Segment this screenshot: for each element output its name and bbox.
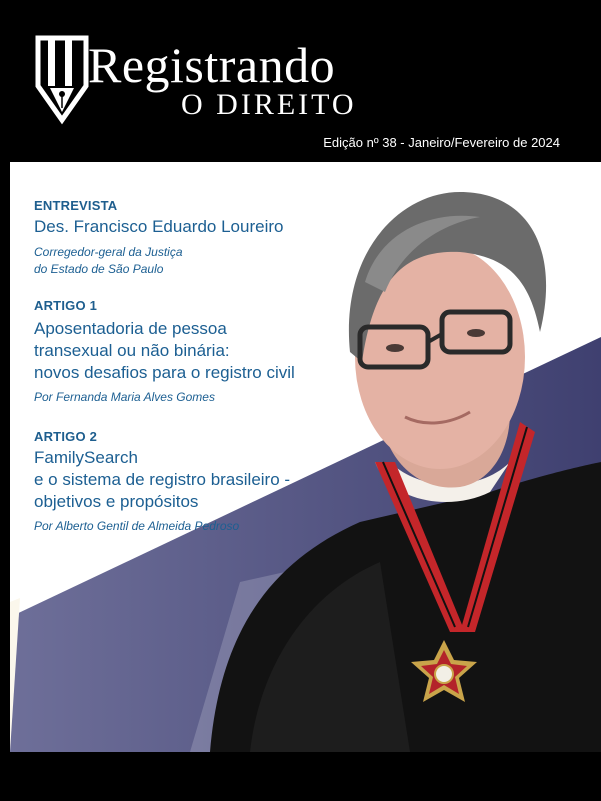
artigo-1-headline-line-1: Aposentadoria de pessoa: [34, 319, 227, 338]
magazine-subtitle: O DIREITO: [181, 88, 357, 121]
logo-mark-icon: [34, 34, 92, 126]
magazine-title: Registrando: [88, 37, 336, 93]
artigo-1-byline: Por Fernanda Maria Alves Gomes: [34, 390, 215, 404]
section-label-artigo-2: ARTIGO 2: [34, 429, 97, 444]
section-label-artigo-1: ARTIGO 1: [34, 298, 97, 313]
edition-line: Edição nº 38 - Janeiro/Fevereiro de 2024: [323, 135, 560, 150]
artigo-1-headline-line-2: transexual ou não binária:: [34, 341, 230, 360]
cover-photo-area: [10, 162, 601, 752]
artigo-2-byline: Por Alberto Gentil de Almeida Pedroso: [34, 519, 240, 533]
entrevista-byline-line-2: do Estado de São Paulo: [34, 262, 164, 276]
masthead: [0, 0, 601, 162]
entrevista-headline: Des. Francisco Eduardo Loureiro: [34, 217, 284, 236]
artigo-2-headline-line-1: FamilySearch: [34, 448, 138, 467]
entrevista-byline-line-1: Corregedor-geral da Justiça: [34, 245, 183, 259]
portrait-photo: [190, 162, 601, 752]
artigo-1-headline-line-3: novos desafios para o registro civil: [34, 363, 295, 382]
section-label-entrevista: ENTREVISTA: [34, 198, 118, 213]
medal-icon: [409, 640, 479, 720]
artigo-2-headline-line-2: e o sistema de registro brasileiro -: [34, 470, 291, 489]
artigo-2-headline-line-3: objetivos e propósitos: [34, 492, 199, 511]
